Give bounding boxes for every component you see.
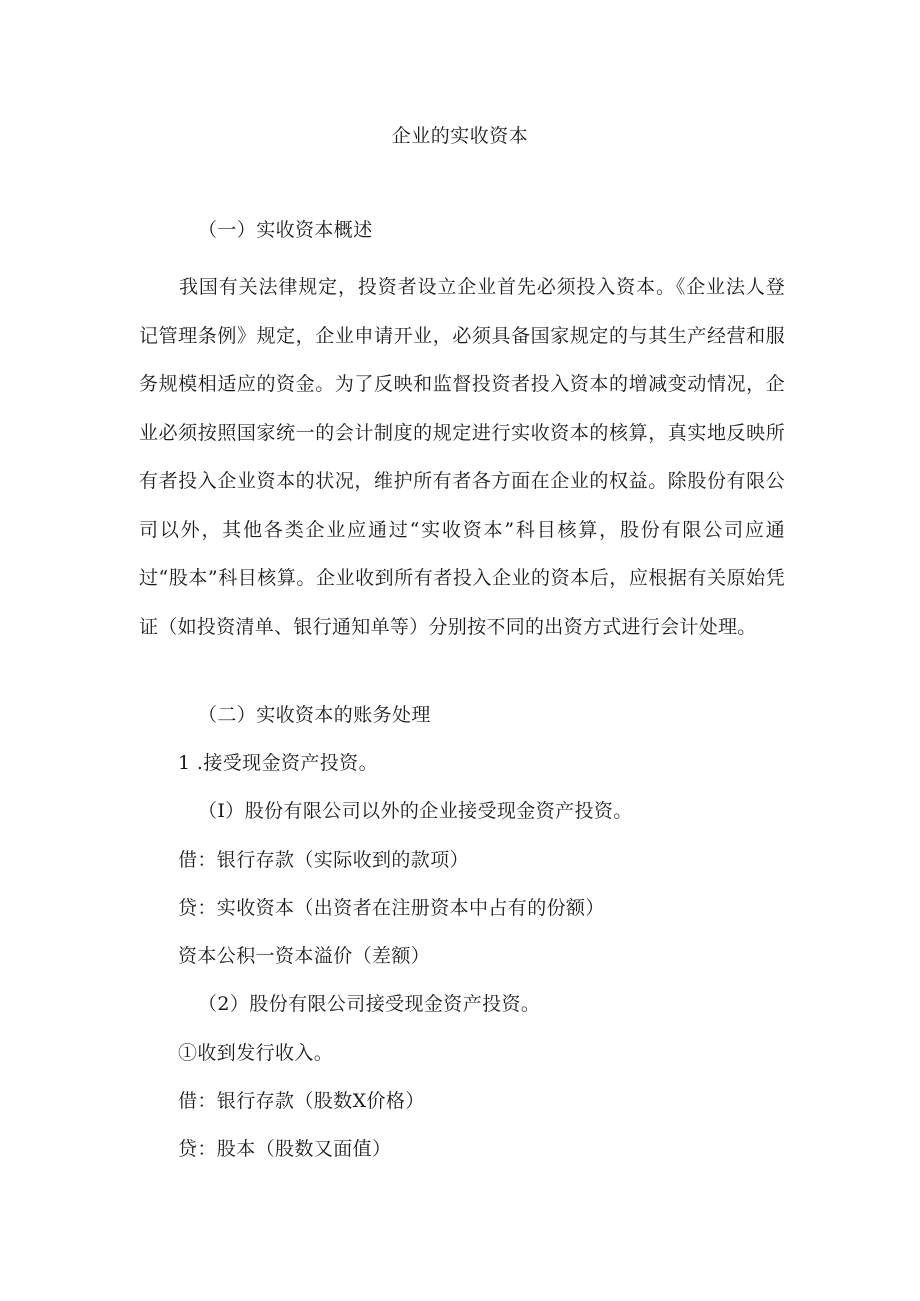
section-heading-accounting: （二）实收资本的账务处理 [198,704,431,726]
entry-credit-share-capital: 贷：股本（股数又面值） [178,1138,392,1160]
item-cash-investment: 1 .接受现金资产投资。 [178,752,378,774]
document-title: 企业的实收资本 [391,125,529,147]
subitem-non-joint-stock: （I）股份有限公司以外的企业接受现金资产投资。 [198,800,633,822]
overview-paragraph: 我国有关法律规定，投资者设立企业首先必须投入资本。《企业法人登记管理条例》规定，企业申请开业，必须具备国家规定的与其生产经营和服务规模相适应的资金。为了反映和监督投资者投入资本的增减变动情况，企业必须按照国家统一的会计制度的规定进行实收资本的核算，真实地反映所有者投入企业资本的状况，维护所有者各方面在企业的权益。除股份有限公司以外，其他各类企业应通过“实收资本”科目核算，股份有限公司应通过“股本”科目核算。企业收到所有者投入企业的资本后，应根据有关原始凭证（如投资清单、银行通知单等）分别按不同的出资方式进行会计处理。 [139,276,785,638]
step-receive-issue-proceeds: ①收到发行收入。 [178,1042,334,1064]
entry-credit-capital-reserve: 资本公积一资本溢价（差额） [178,945,431,967]
entry-debit-bank-deposit-shares: 借：银行存款（股数X价格） [178,1090,425,1112]
entry-debit-bank-deposit: 借：银行存款（实际收到的款项） [178,849,470,871]
section-heading-overview: （一）实收资本概述 [198,219,373,241]
subitem-joint-stock: （2）股份有限公司接受现金资产投资。 [198,993,541,1015]
entry-credit-paid-in-capital: 贷：实收资本（出资者在注册资本中占有的份额） [178,897,605,919]
